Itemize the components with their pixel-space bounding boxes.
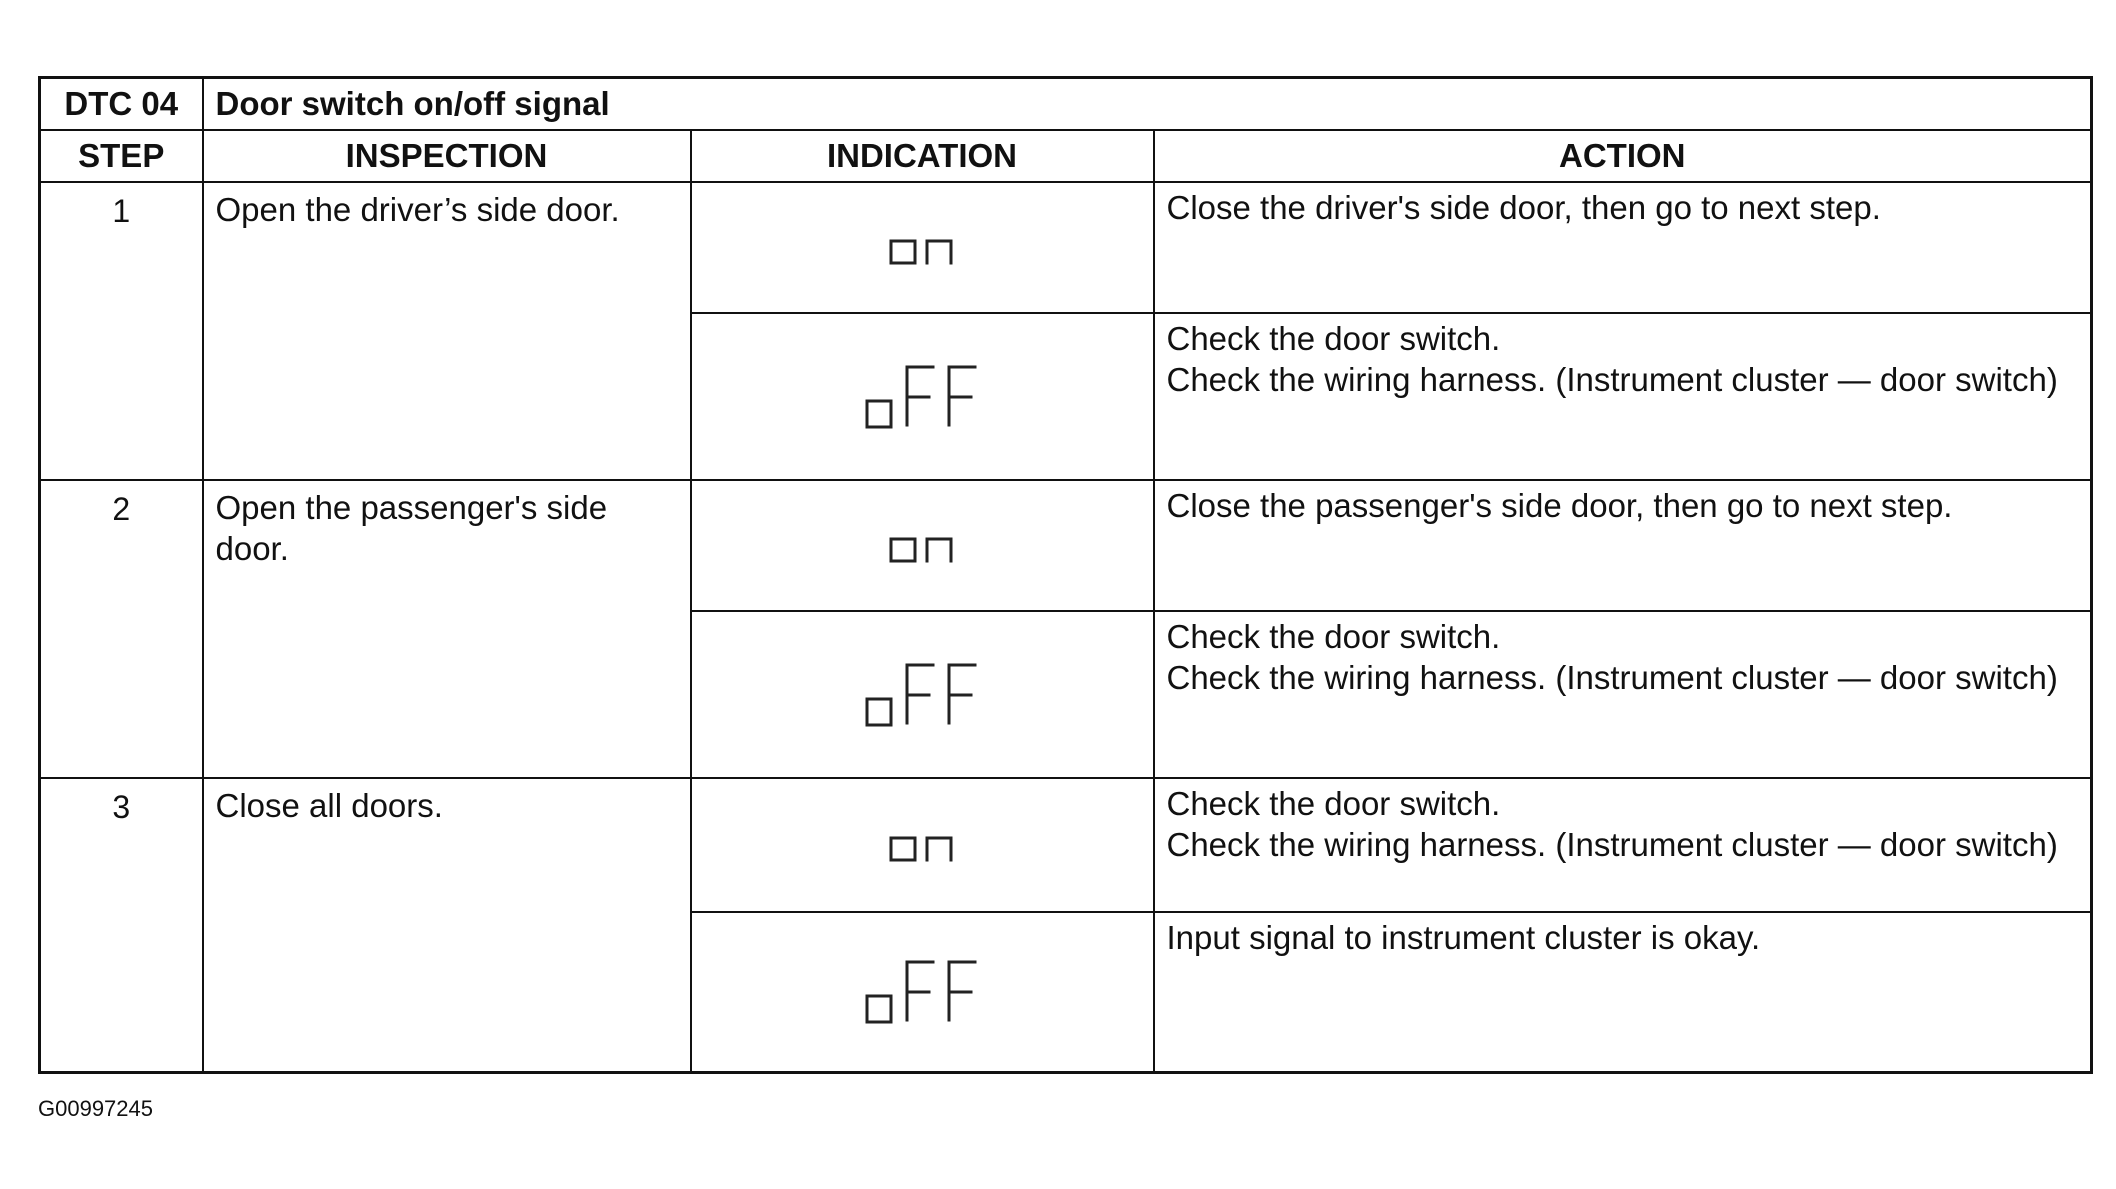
diagnostic-table	[38, 76, 2093, 1074]
action-line: Check the wiring harness. (Instrument cluster — door switch)	[1166, 826, 2058, 863]
lcd-on-display	[692, 824, 1153, 866]
lcd-character	[867, 996, 891, 1022]
action-cell	[1154, 313, 2092, 480]
inspection-text: Open the passenger's side door.	[203, 480, 691, 778]
dtc-code: DTC 04	[40, 78, 203, 131]
indication-cell	[691, 912, 1154, 1073]
action-line: Check the door switch.	[1166, 618, 1501, 655]
lcd-on-glyphs	[887, 227, 957, 269]
action-cell	[1154, 480, 2092, 611]
lcd-character	[927, 241, 951, 263]
lcd-character	[867, 401, 891, 427]
column-header-inspection: INSPECTION	[203, 130, 691, 182]
indication-cell	[691, 480, 1154, 611]
action-cell	[1154, 778, 2092, 912]
column-header-step: STEP	[40, 130, 203, 182]
indication-cell	[691, 313, 1154, 480]
table-row	[40, 480, 2092, 611]
indication-cell	[691, 778, 1154, 912]
action-line: Check the wiring harness. (Instrument cluster — door switch)	[1166, 659, 2058, 696]
action-line: Close the driver's side door, then go to next step.	[1166, 189, 1881, 226]
lcd-character	[949, 665, 975, 723]
action-cell	[1154, 912, 2092, 1073]
lcd-character	[949, 367, 975, 425]
lcd-character	[949, 962, 975, 1020]
inspection-text: Close all doors.	[203, 778, 691, 1073]
figure-id: G00997245	[38, 1096, 153, 1121]
lcd-character	[907, 665, 933, 723]
lcd-character	[927, 539, 951, 561]
step-number: 2	[40, 480, 203, 778]
column-header-action: ACTION	[1154, 130, 2092, 182]
lcd-off-display	[692, 363, 1153, 431]
step-number: 1	[40, 182, 203, 480]
step-number: 3	[40, 778, 203, 1073]
lcd-character	[891, 539, 915, 561]
column-header-indication: INDICATION	[691, 130, 1154, 182]
table-row	[40, 182, 2092, 313]
action-line: Check the wiring harness. (Instrument cluster — door switch)	[1166, 361, 2058, 398]
action-cell	[1154, 611, 2092, 778]
lcd-character	[867, 699, 891, 725]
lcd-on-glyphs	[887, 824, 957, 866]
dtc-description: Door switch on/off signal	[203, 78, 2092, 131]
lcd-off-display	[692, 661, 1153, 729]
indication-cell	[691, 182, 1154, 313]
action-line: Input signal to instrument cluster is okay.	[1166, 919, 1761, 956]
dtc-header-row	[40, 78, 2092, 131]
action-cell	[1154, 182, 2092, 313]
lcd-off-glyphs	[863, 958, 981, 1026]
inspection-text: Open the driver’s side door.	[203, 182, 691, 480]
lcd-character	[907, 962, 933, 1020]
lcd-character	[891, 838, 915, 860]
lcd-on-glyphs	[887, 525, 957, 567]
column-header-row	[40, 130, 2092, 182]
lcd-off-glyphs	[863, 661, 981, 729]
lcd-character	[927, 838, 951, 860]
action-line: Check the door switch.	[1166, 320, 1501, 357]
table-row	[40, 778, 2092, 912]
action-line: Close the passenger's side door, then go to next step.	[1166, 487, 1953, 524]
lcd-off-glyphs	[863, 363, 981, 431]
indication-cell	[691, 611, 1154, 778]
lcd-off-display	[692, 958, 1153, 1026]
lcd-on-display	[692, 525, 1153, 567]
lcd-character	[907, 367, 933, 425]
action-line: Check the door switch.	[1166, 785, 1501, 822]
lcd-on-display	[692, 227, 1153, 269]
lcd-character	[891, 241, 915, 263]
